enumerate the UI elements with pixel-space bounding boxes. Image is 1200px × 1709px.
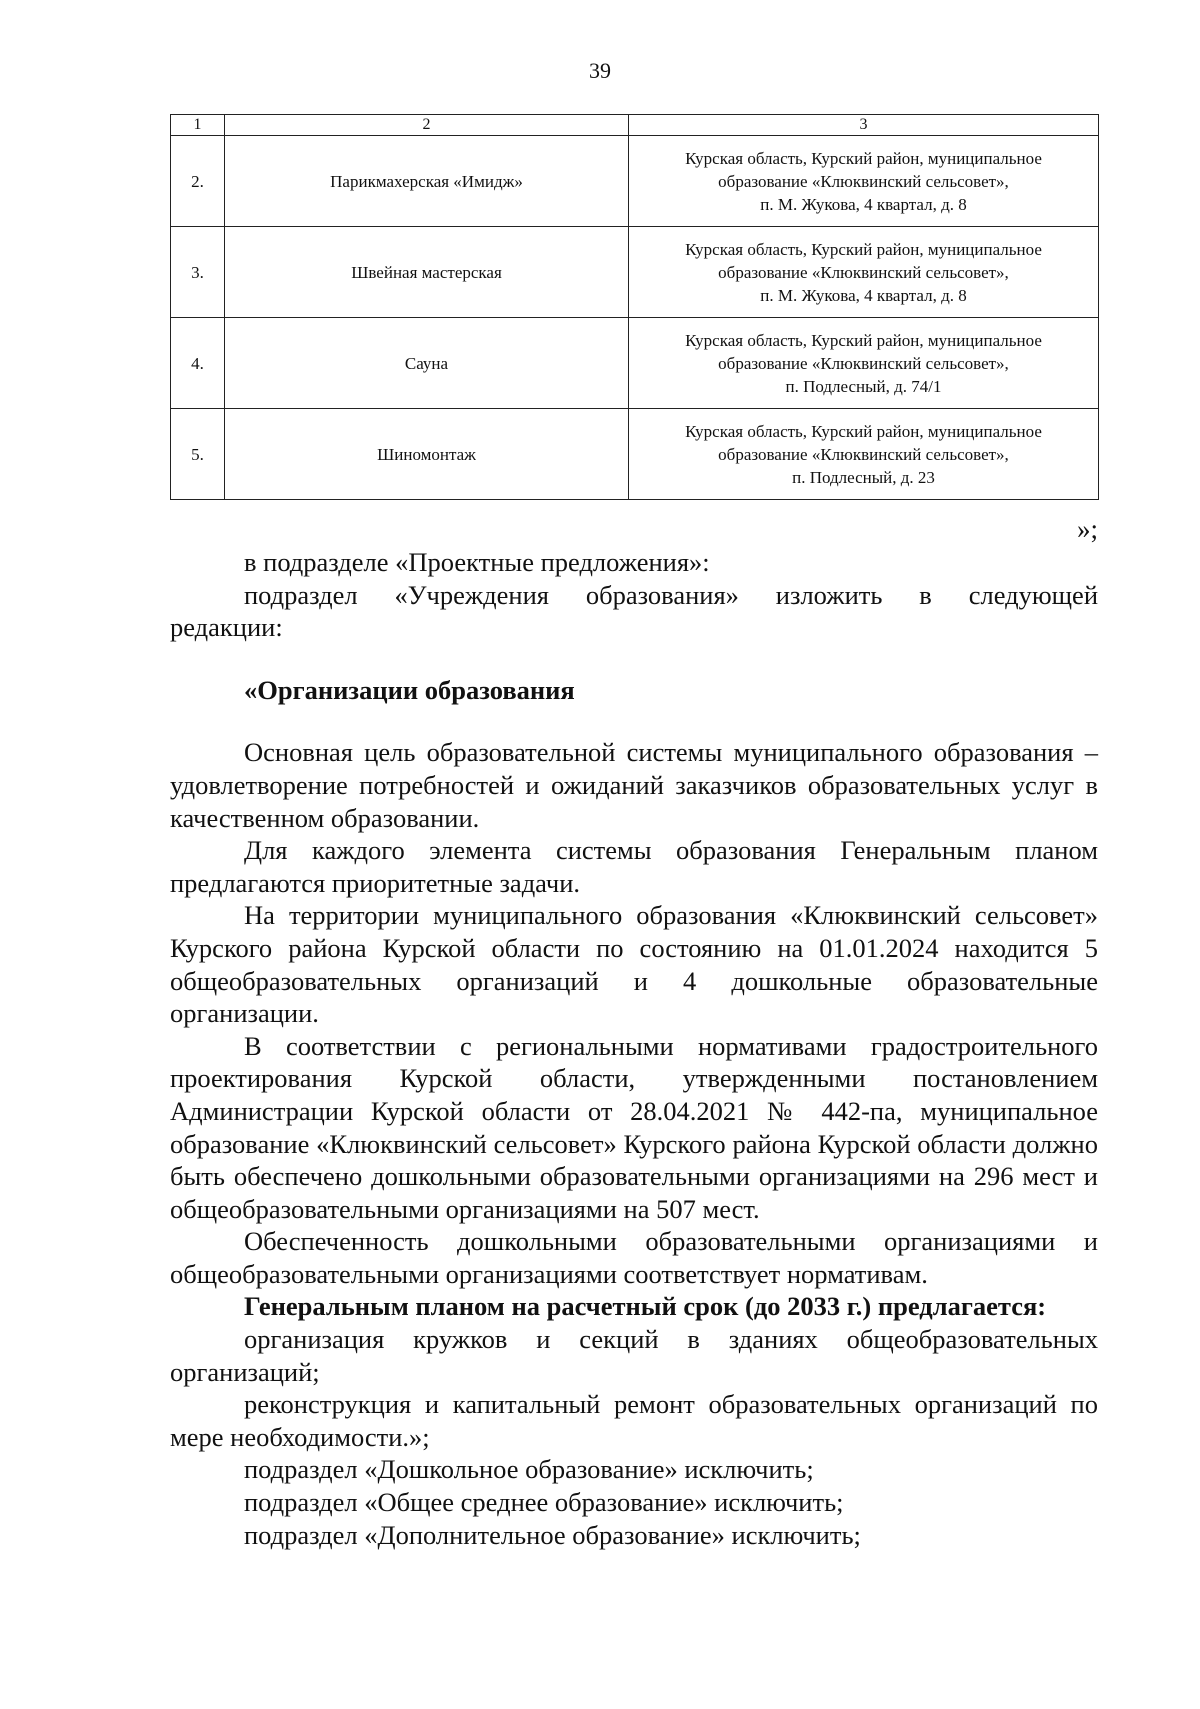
- row-number: 3.: [171, 227, 225, 318]
- table-header-row: [171, 115, 1099, 136]
- table-row: [171, 318, 1099, 409]
- organization-address: [629, 409, 1099, 500]
- row-number: 5.: [171, 409, 225, 500]
- body-paragraph: Обеспеченность дошкольными образовательными организациями и общеобразовательными организациями соответствует нормативам.: [170, 1226, 1098, 1289]
- body-paragraph: Основная цель образовательной системы муниципального образования – удовлетворение потребностей и ожиданий заказчиков образовательных услуг в качественном образовании.: [170, 737, 1098, 833]
- organization-name: Шиномонтаж: [225, 409, 629, 500]
- body-paragraph: На территории муниципального образования «Клюквинский сельсовет» Курского района Курской области по состоянию на 01.01.2024 находится 5 общеобразовательных организаций и 4 дошкольные образовательные организации.: [170, 900, 1098, 1029]
- body-paragraph: редакции:: [170, 612, 283, 643]
- table-header-cell: 1: [171, 115, 225, 136]
- table-row: [171, 409, 1099, 500]
- organization-address: [629, 227, 1099, 318]
- address-line: образование «Клюквинский сельсовет»,: [718, 171, 1009, 191]
- table-header-cell: 2: [225, 115, 629, 136]
- address-line: п. Подлесный, д. 74/1: [785, 376, 942, 396]
- body-paragraph: подраздел «Учреждения образования» изложить в следующей: [244, 579, 1098, 610]
- row-number: 4.: [171, 318, 225, 409]
- address-line: образование «Клюквинский сельсовет»,: [718, 444, 1009, 464]
- address-line: Курская область, Курский район, муниципальное: [685, 421, 1042, 441]
- body-paragraph: реконструкция и капитальный ремонт образовательных организаций по мере необходимости.»;: [170, 1389, 1098, 1452]
- body-paragraph: подраздел «Дополнительное образование» исключить;: [244, 1519, 861, 1550]
- organization-address: [629, 136, 1099, 227]
- organizations-table: [170, 114, 1099, 500]
- body-paragraph: подраздел «Дошкольное образование» исключить;: [244, 1454, 814, 1485]
- document-body: [170, 546, 1098, 1551]
- address-line: образование «Клюквинский сельсовет»,: [718, 353, 1009, 373]
- address-line: Курская область, Курский район, муниципальное: [685, 148, 1042, 168]
- address-line: образование «Клюквинский сельсовет»,: [718, 262, 1009, 282]
- organization-name: Парикмахерская «Имидж»: [225, 136, 629, 227]
- row-number: 2.: [171, 136, 225, 227]
- table-closing-quote: »;: [1076, 514, 1098, 544]
- table-header-cell: 3: [629, 115, 1099, 136]
- address-line: Курская область, Курский район, муниципальное: [685, 239, 1042, 259]
- page-number: 39: [589, 58, 611, 83]
- address-line: п. Подлесный, д. 23: [792, 467, 935, 487]
- address-line: п. М. Жукова, 4 квартал, д. 8: [760, 194, 967, 214]
- organization-address: [629, 318, 1099, 409]
- body-paragraph: подраздел «Общее среднее образование» исключить;: [244, 1487, 844, 1518]
- body-paragraph: Для каждого элемента системы образования Генеральным планом предлагаются приоритетные задачи.: [170, 835, 1098, 898]
- address-line: Курская область, Курский район, муниципальное: [685, 330, 1042, 350]
- table-row: [171, 227, 1099, 318]
- bold-paragraph: Генеральным планом на расчетный срок (до 2033 г.) предлагается:: [244, 1291, 1047, 1322]
- body-paragraph: В соответствии с региональными нормативами градостроительного проектирования Курской области, утвержденными постановлением Администрации Курской области от 28.04.2021 № 442-па, муниципальное образование «Клюквинский сельсовет» Курского района Курской области должно быть обеспечено дошкольными образовательными организациями на 296 мест и общеобразовательными организациями на 507 мест.: [170, 1030, 1098, 1224]
- body-paragraph: в подразделе «Проектные предложения»:: [244, 547, 710, 577]
- body-paragraph: организация кружков и секций в зданиях общеобразовательных организаций;: [170, 1324, 1098, 1387]
- address-line: п. М. Жукова, 4 квартал, д. 8: [760, 285, 967, 305]
- section-heading: «Организации образования: [244, 674, 575, 705]
- organization-name: Сауна: [225, 318, 629, 409]
- organization-name: Швейная мастерская: [225, 227, 629, 318]
- table-row: [171, 136, 1099, 227]
